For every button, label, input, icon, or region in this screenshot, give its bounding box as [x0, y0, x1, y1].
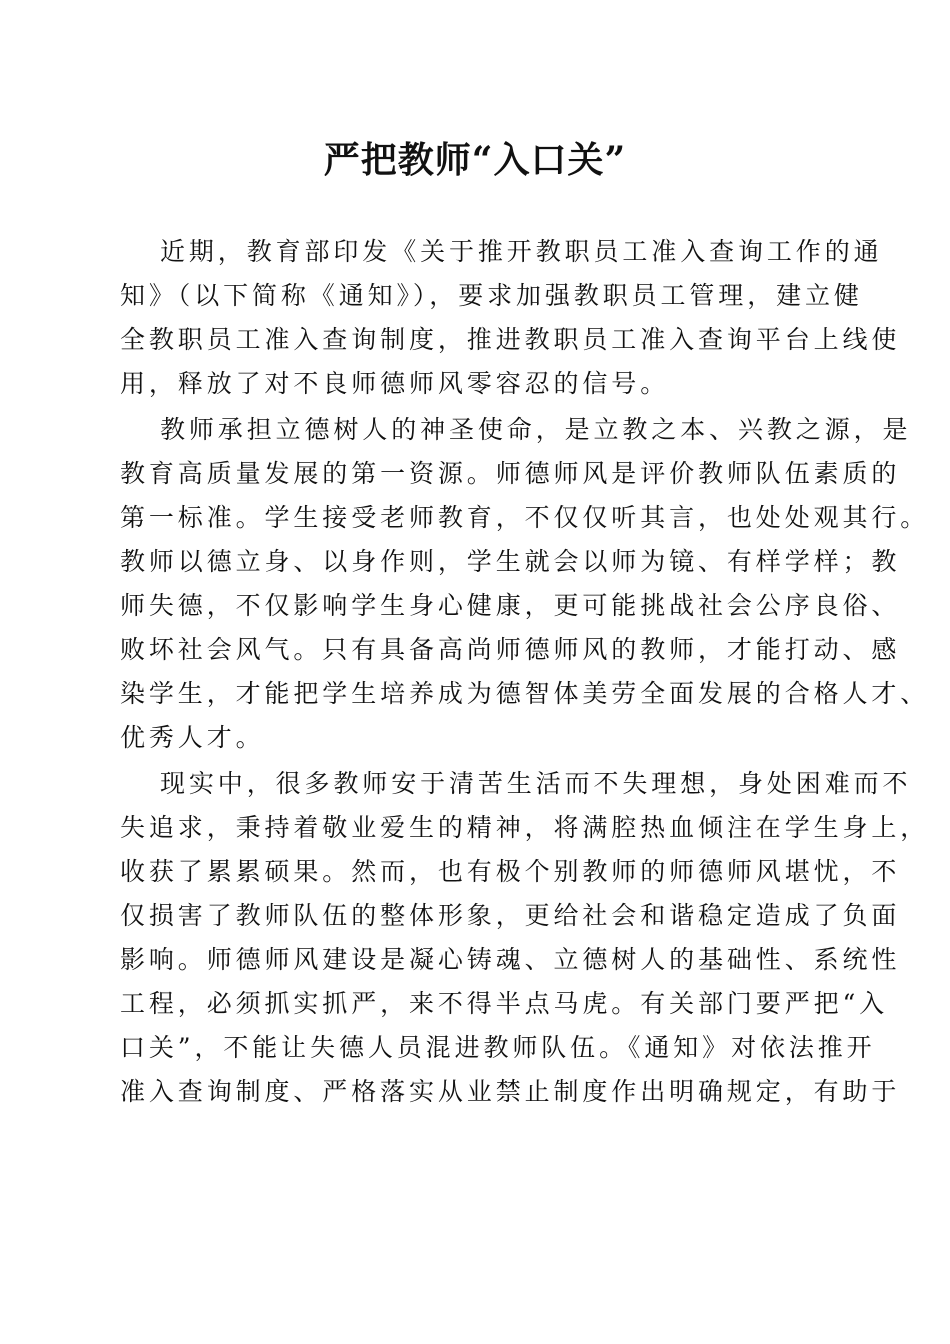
paragraph-line: 全教职员工准入查询制度，推进教职员工准入查询平台上线使 [120, 325, 901, 354]
paragraph-line: 师失德，不仅影响学生身心健康，更可能挑战社会公序良俗、 [120, 591, 901, 620]
paragraph-line: 收获了累累硕果。然而，也有极个别教师的师德师风堪忧，不 [120, 857, 901, 886]
paragraph-line: 第一标准。学生接受老师教育，不仅仅听其言，也处处观其行。 [120, 503, 930, 532]
paragraph-line: 现实中，很多教师安于清苦生活而不失理想，身处困难而不 [160, 769, 912, 798]
paragraph-2 [120, 408, 930, 760]
paragraph-line: 教师承担立德树人的神圣使命，是立教之本、兴教之源，是 [160, 415, 912, 444]
paragraph-line: 工程，必须抓实抓严，来不得半点马虎。有关部门要严把“入 [120, 989, 889, 1018]
paragraph-1 [120, 230, 901, 406]
paragraph-line: 染学生，才能把学生培养成为德智体美劳全面发展的合格人才、 [120, 679, 930, 708]
paragraph-line: 近期，教育部印发《关于推开教职员工准入查询工作的通 [160, 237, 883, 266]
paragraph-3 [120, 762, 930, 1114]
document-title: 严把教师“入口关” [323, 139, 627, 181]
paragraph-line: 教师以德立身、以身作则，学生就会以师为镜、有样学样；教 [120, 547, 901, 576]
paragraph-line: 用，释放了对不良师德师风零容忍的信号。 [120, 369, 670, 398]
paragraph-line: 准入查询制度、严格落实从业禁止制度作出明确规定，有助于 [120, 1077, 901, 1106]
paragraph-line: 口关”，不能让失德人员混进教师队伍。《通知》对依法推开 [120, 1033, 876, 1062]
paragraph-line: 知》（以下简称《通知》），要求加强教职员工管理，建立健 [120, 281, 863, 310]
paragraph-line: 教育高质量发展的第一资源。师德师风是评价教师队伍素质的 [120, 459, 901, 488]
paragraph-line: 败坏社会风气。只有具备高尚师德师风的教师，才能打动、感 [120, 635, 901, 664]
paragraph-line: 优秀人才。 [120, 723, 265, 752]
paragraph-line: 失追求，秉持着敬业爱生的精神，将满腔热血倾注在学生身上， [120, 813, 930, 842]
paragraph-line: 仅损害了教师队伍的整体形象，更给社会和谐稳定造成了负面 [120, 901, 901, 930]
paragraph-line: 影响。师德师风建设是凝心铸魂、立德树人的基础性、系统性 [120, 945, 901, 974]
